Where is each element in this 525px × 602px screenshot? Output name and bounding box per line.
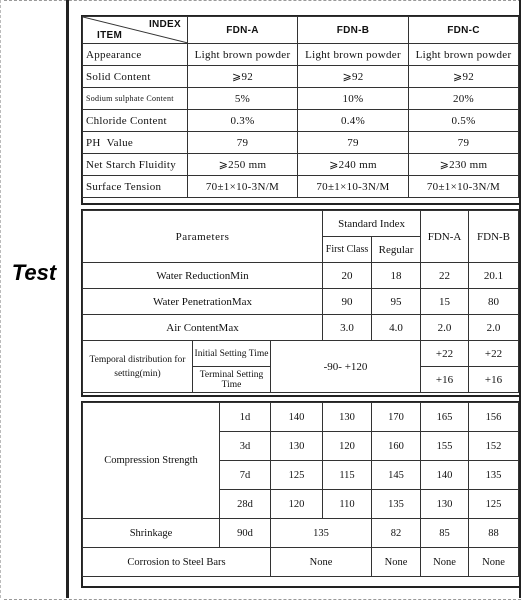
cell: 20% (409, 88, 519, 110)
corrosion-label: Corrosion to Steel Bars (83, 548, 271, 577)
table-row (83, 154, 519, 176)
cell: 165 (421, 403, 469, 432)
cell: 120 (323, 432, 372, 461)
initial-setting-text: Initial Setting Time (194, 348, 269, 359)
cell: 20 (323, 263, 372, 289)
cell: 156 (469, 403, 519, 432)
table-row (83, 315, 519, 341)
table-row (83, 88, 519, 110)
cell: 80 (469, 289, 519, 315)
age-cell: 1d (220, 403, 271, 432)
cell: 79 (409, 132, 519, 154)
col-header-fdn-a: FDN-A (421, 211, 469, 263)
cell: 95 (372, 289, 421, 315)
cell: 0.5% (409, 110, 519, 132)
cell: 135 (372, 490, 421, 519)
row-label: Chloride Content (83, 110, 188, 132)
cell: 170 (372, 403, 421, 432)
cell: ⩾250 mm (188, 154, 298, 176)
cell: 15 (421, 289, 469, 315)
col-header-fdn-b: FDN-B (469, 211, 519, 263)
cell: 22 (421, 263, 469, 289)
temporal-label-text: Temporal distribution for setting(min) (89, 354, 186, 379)
parameters-table (82, 210, 519, 393)
first-class-label: First Class (325, 243, 369, 255)
cell: 70±1×10-3N/M (409, 176, 519, 198)
cell: 10% (298, 88, 409, 110)
initial-setting-label (193, 341, 271, 367)
cell: 79 (188, 132, 298, 154)
col-header-fdn-b: FDN-B (298, 17, 409, 44)
cell: 140 (271, 403, 323, 432)
col-header-fdn-c: FDN-C (409, 17, 519, 44)
cell: 79 (298, 132, 409, 154)
compression-label: Compression Strength (83, 403, 220, 519)
cell: 130 (271, 432, 323, 461)
cell: 5% (188, 88, 298, 110)
cell: 110 (323, 490, 372, 519)
row-label: PH Value (83, 132, 188, 154)
terminal-setting-text: Terminal Setting Time (199, 369, 264, 390)
cell: 152 (469, 432, 519, 461)
cell: 135 (469, 461, 519, 490)
cell: 145 (372, 461, 421, 490)
cell: None (421, 548, 469, 577)
cell: ⩾92 (188, 66, 298, 88)
cell: 20.1 (469, 263, 519, 289)
cell: +16 (421, 367, 469, 393)
regular-header: Regular (372, 237, 421, 263)
age-cell: 7d (220, 461, 271, 490)
cell: 130 (323, 403, 372, 432)
cell: ⩾92 (298, 66, 409, 88)
cell: 130 (421, 490, 469, 519)
table-row (83, 263, 519, 289)
left-divider (66, 0, 69, 598)
row-label: Solid Content (83, 66, 188, 88)
cell: 120 (271, 490, 323, 519)
table-row (83, 176, 519, 198)
cell: 70±1×10-3N/M (298, 176, 409, 198)
index-label: INDEX (148, 19, 181, 30)
cell: 0.4% (298, 110, 409, 132)
table-row (83, 132, 519, 154)
cell: 2.0 (421, 315, 469, 341)
cell: ⩾230 mm (409, 154, 519, 176)
cell: 3.0 (323, 315, 372, 341)
row-label: Sodium sulphate Content (83, 88, 188, 110)
age-cell: 3d (220, 432, 271, 461)
cell: None (469, 548, 519, 577)
first-class-header (323, 237, 372, 263)
row-label: Net Starch Fluidity (83, 154, 188, 176)
temporal-label (83, 341, 193, 393)
cell: None (372, 548, 421, 577)
cell: None (271, 548, 372, 577)
cell: 4.0 (372, 315, 421, 341)
table-row (83, 403, 519, 432)
cell: +22 (421, 341, 469, 367)
strength-table (82, 402, 519, 577)
table-row (83, 341, 519, 367)
col-header-fdn-a: FDN-A (188, 17, 298, 44)
cell: 82 (372, 519, 421, 548)
terminal-setting-label (193, 367, 271, 393)
parameters-header: Parameters (83, 211, 323, 263)
cell: 90 (323, 289, 372, 315)
row-label: Water PenetrationMax (83, 289, 323, 315)
cell: 70±1×10-3N/M (188, 176, 298, 198)
table-row (83, 44, 519, 66)
cell: 115 (323, 461, 372, 490)
cell: 125 (271, 461, 323, 490)
index-item-header (83, 17, 188, 44)
cell: Light brown powder (188, 44, 298, 66)
table-row (83, 548, 519, 577)
cell: 135 (271, 519, 372, 548)
table-row (83, 519, 519, 548)
row-label: Surface Tension (83, 176, 188, 198)
cell: 2.0 (469, 315, 519, 341)
side-label: Test (11, 260, 57, 285)
row-label: Air ContentMax (83, 315, 323, 341)
cell: 18 (372, 263, 421, 289)
cell: +16 (469, 367, 519, 393)
cell: ⩾92 (409, 66, 519, 88)
table-row (83, 66, 519, 88)
cell: 155 (421, 432, 469, 461)
setting-range: -90- +120 (271, 341, 421, 393)
cell: 0.3% (188, 110, 298, 132)
table-row (83, 289, 519, 315)
cell: +22 (469, 341, 519, 367)
item-label: ITEM (97, 30, 123, 41)
cell: 160 (372, 432, 421, 461)
standard-index-header: Standard Index (323, 211, 421, 237)
left-dashed-border (0, 0, 2, 598)
cell: 125 (469, 490, 519, 519)
shrinkage-label: Shrinkage (83, 519, 220, 548)
cell: 140 (421, 461, 469, 490)
age-cell: 28d (220, 490, 271, 519)
age-cell: 90d (220, 519, 271, 548)
cell: 88 (469, 519, 519, 548)
cell: Light brown powder (298, 44, 409, 66)
table-row (83, 110, 519, 132)
row-label: Appearance (83, 44, 188, 66)
row-label: Water ReductionMin (83, 263, 323, 289)
cell: Light brown powder (409, 44, 519, 66)
cell: ⩾240 mm (298, 154, 409, 176)
properties-table (82, 16, 519, 198)
cell: 85 (421, 519, 469, 548)
